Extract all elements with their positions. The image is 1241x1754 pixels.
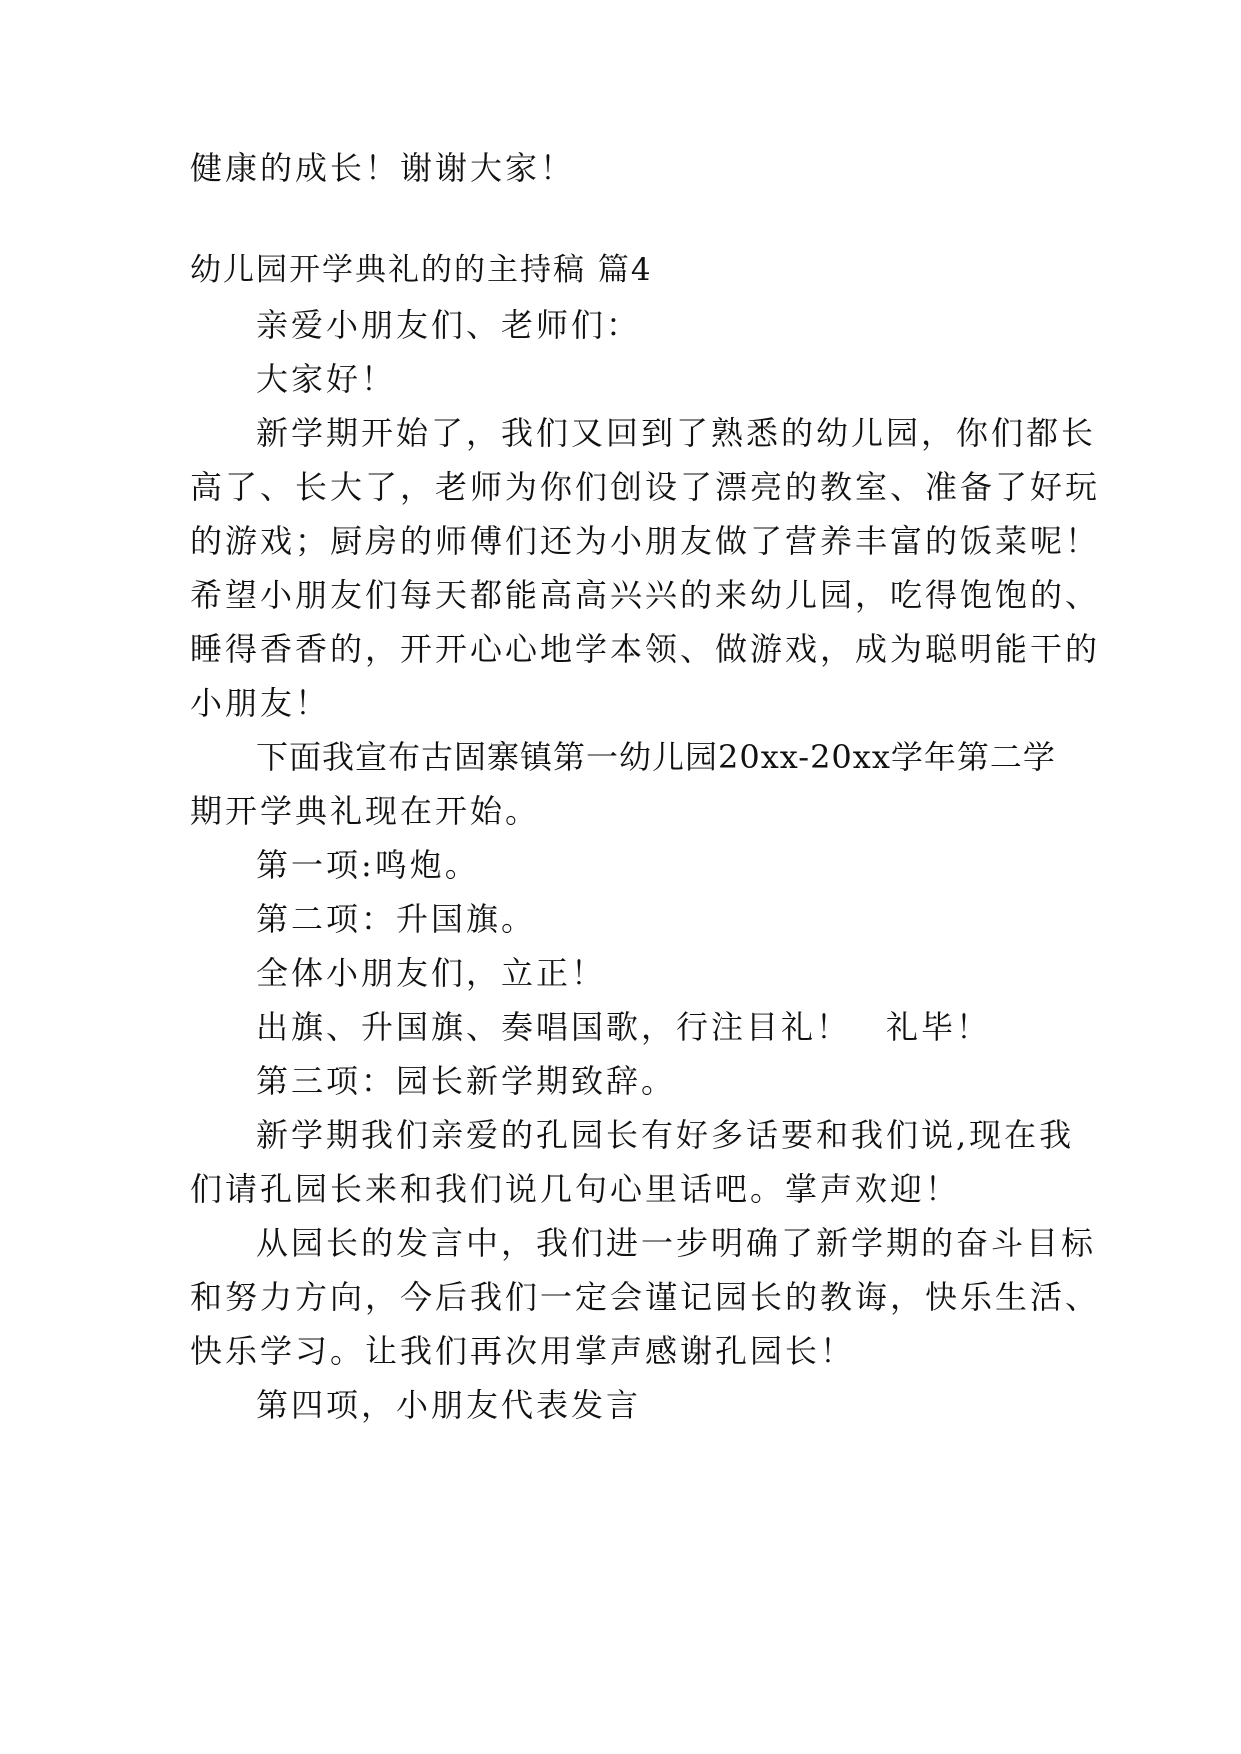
paragraph-line: 出旗、升国旗、奏唱国歌，行注目礼！ 礼毕！ <box>256 1008 992 1046</box>
agenda-item: 第一项:鸣炮。 <box>256 846 480 884</box>
agenda-item: 第三项：园长新学期致辞。 <box>256 1062 677 1100</box>
paragraph-line: 希望小朋友们每天都能高高兴兴的来幼儿园，吃得饱饱的、 <box>190 576 1101 614</box>
greeting: 大家好！ <box>256 360 397 398</box>
agenda-item: 第四项，小朋友代表发言 <box>256 1386 642 1424</box>
paragraph-line: 和努力方向，今后我们一定会谨记园长的教诲，快乐生活、 <box>190 1278 1101 1316</box>
paragraph-line: 从园长的发言中，我们进一步明确了新学期的奋斗目标 <box>256 1224 1097 1262</box>
paragraph-line: 高了、长大了，老师为你们创设了漂亮的教室、准备了好玩 <box>190 468 1101 506</box>
paragraph-line: 快乐学习。让我们再次用掌声感谢孔园长！ <box>190 1332 856 1370</box>
paragraph-line: 期开学典礼现在开始。 <box>190 792 541 830</box>
paragraph-line: 们请孔园长来和我们说几句心里话吧。掌声欢迎！ <box>190 1170 961 1208</box>
salutation: 亲爱小朋友们、老师们： <box>256 306 642 344</box>
paragraph-line: 新学期开始了，我们又回到了熟悉的幼儿园，你们都长 <box>256 414 1097 452</box>
paragraph-line: 新学期我们亲爱的孔园长有好多话要和我们说,现在我 <box>256 1116 1075 1154</box>
section-heading: 幼儿园开学典礼的的主持稿 篇4 <box>190 252 653 288</box>
paragraph-line: 睡得香香的，开开心心地学本领、做游戏，成为聪明能干的 <box>190 630 1101 668</box>
paragraph-line: 的游戏；厨房的师傅们还为小朋友做了营养丰富的饭菜呢！ <box>190 522 1101 560</box>
paragraph-line: 下面我宣布古固寨镇第一幼儿园20xx-20xx学年第二学 <box>256 738 1056 776</box>
paragraph-line: 小朋友！ <box>190 684 331 722</box>
agenda-item: 第二项：升国旗。 <box>256 900 537 938</box>
paragraph-line: 全体小朋友们，立正！ <box>256 954 607 992</box>
text-line: 健康的成长！谢谢大家！ <box>190 149 576 187</box>
